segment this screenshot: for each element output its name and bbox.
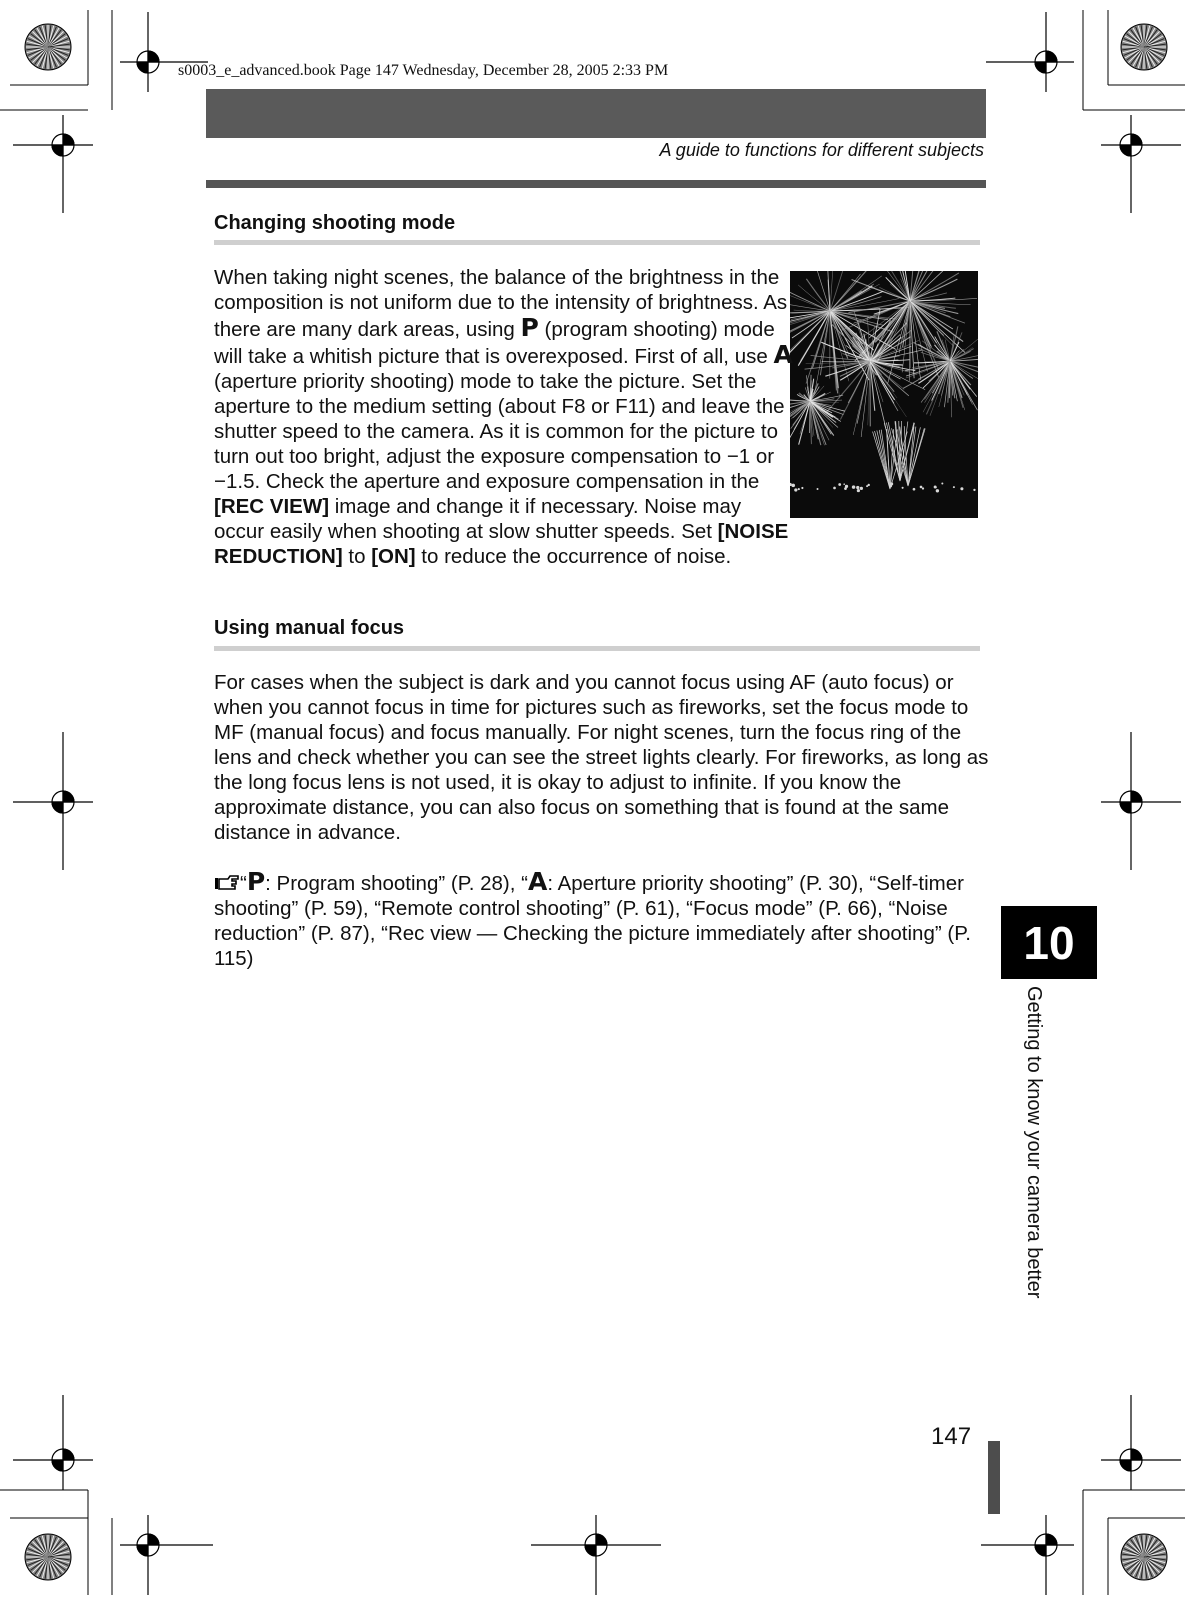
header-rule — [206, 180, 986, 188]
mode-p-icon: P — [520, 313, 539, 342]
mode-a-icon: A — [773, 340, 793, 369]
chapter-number-tab: 10 — [1001, 906, 1097, 979]
text-run: to reduce the occurrence of noise. — [415, 545, 732, 568]
section2-paragraph: For cases when the subject is dark and you cannot focus using AF (auto focus) or when you cannot focus in time for pictures such as fireworks, set the focus mode to MF (manual focus) and focus manually. For night scenes, turn the focus ring of the lens and check whether you can see the street lights clearly. For fireworks, as long as the long focus lens is not used, it is okay to adjust to infinite. If you know the approximate distance, you can also focus on something that is found at the same distance in advance. — [214, 671, 989, 844]
page-edge-tab — [988, 1441, 1000, 1514]
on-label: [ON] — [371, 545, 416, 568]
running-title: A guide to functions for different subjects — [659, 140, 984, 160]
page-number: 147 — [931, 1423, 972, 1450]
text-run: : Program shooting” (P. 28), “ — [265, 872, 528, 895]
noise-reduction-label: [NOISE REDUCTION] — [214, 520, 789, 568]
section-title-using-manual-focus: Using manual focus — [214, 617, 405, 639]
section1-paragraph — [214, 265, 989, 569]
text-run: (aperture priority shooting) mode to take the picture. Set the aperture to the medium setting (about F8 or F11) and leave the shutter speed to the camera. As it is common for the picture to turn out too bright, adjust the exposure compensation to −1 or −1.5. Check the aperture and exposure compensation in the — [214, 370, 785, 493]
photo-wrap-spacer — [793, 265, 989, 527]
mode-a-icon: A — [527, 867, 548, 896]
header-bar — [206, 89, 986, 138]
chapter-title-vertical: Getting to know your camera better — [1023, 986, 1045, 1299]
text-run: When taking night scenes, the balance of the brightness in the composition is not uniform due to the intensity of brightness. As there are many dark areas, using — [214, 266, 788, 341]
rec-view-label: [REC VIEW] — [214, 495, 330, 518]
reference-hand-icon — [214, 874, 240, 892]
section-rule — [214, 646, 980, 651]
text-run: image and change it if necessary. Noise may occur easily when shooting at slow shutter speeds. Set — [214, 495, 742, 543]
text-run: “ — [240, 872, 247, 895]
print-header: s0003_e_advanced.book Page 147 Wednesday, December 28, 2005 2:33 PM — [178, 62, 669, 79]
mode-p-icon: P — [246, 867, 266, 896]
text-run: : Aperture priority shooting” (P. 30), “Self-timer shooting” (P. 59), “Remote control shooting” (P. 61), “Focus mode” (P. 66), “Noise reduction” (P. 87), “Rec view — Checking the picture immediately after shooting” (P. 115) — [214, 872, 971, 970]
text-run: to — [342, 545, 372, 568]
section-rule — [214, 240, 980, 245]
references-paragraph — [214, 869, 989, 971]
text-run: (program shooting) mode will take a whitish picture that is overexposed. First of all, use — [214, 318, 775, 368]
section-title-changing-shooting-mode: Changing shooting mode — [214, 212, 456, 234]
